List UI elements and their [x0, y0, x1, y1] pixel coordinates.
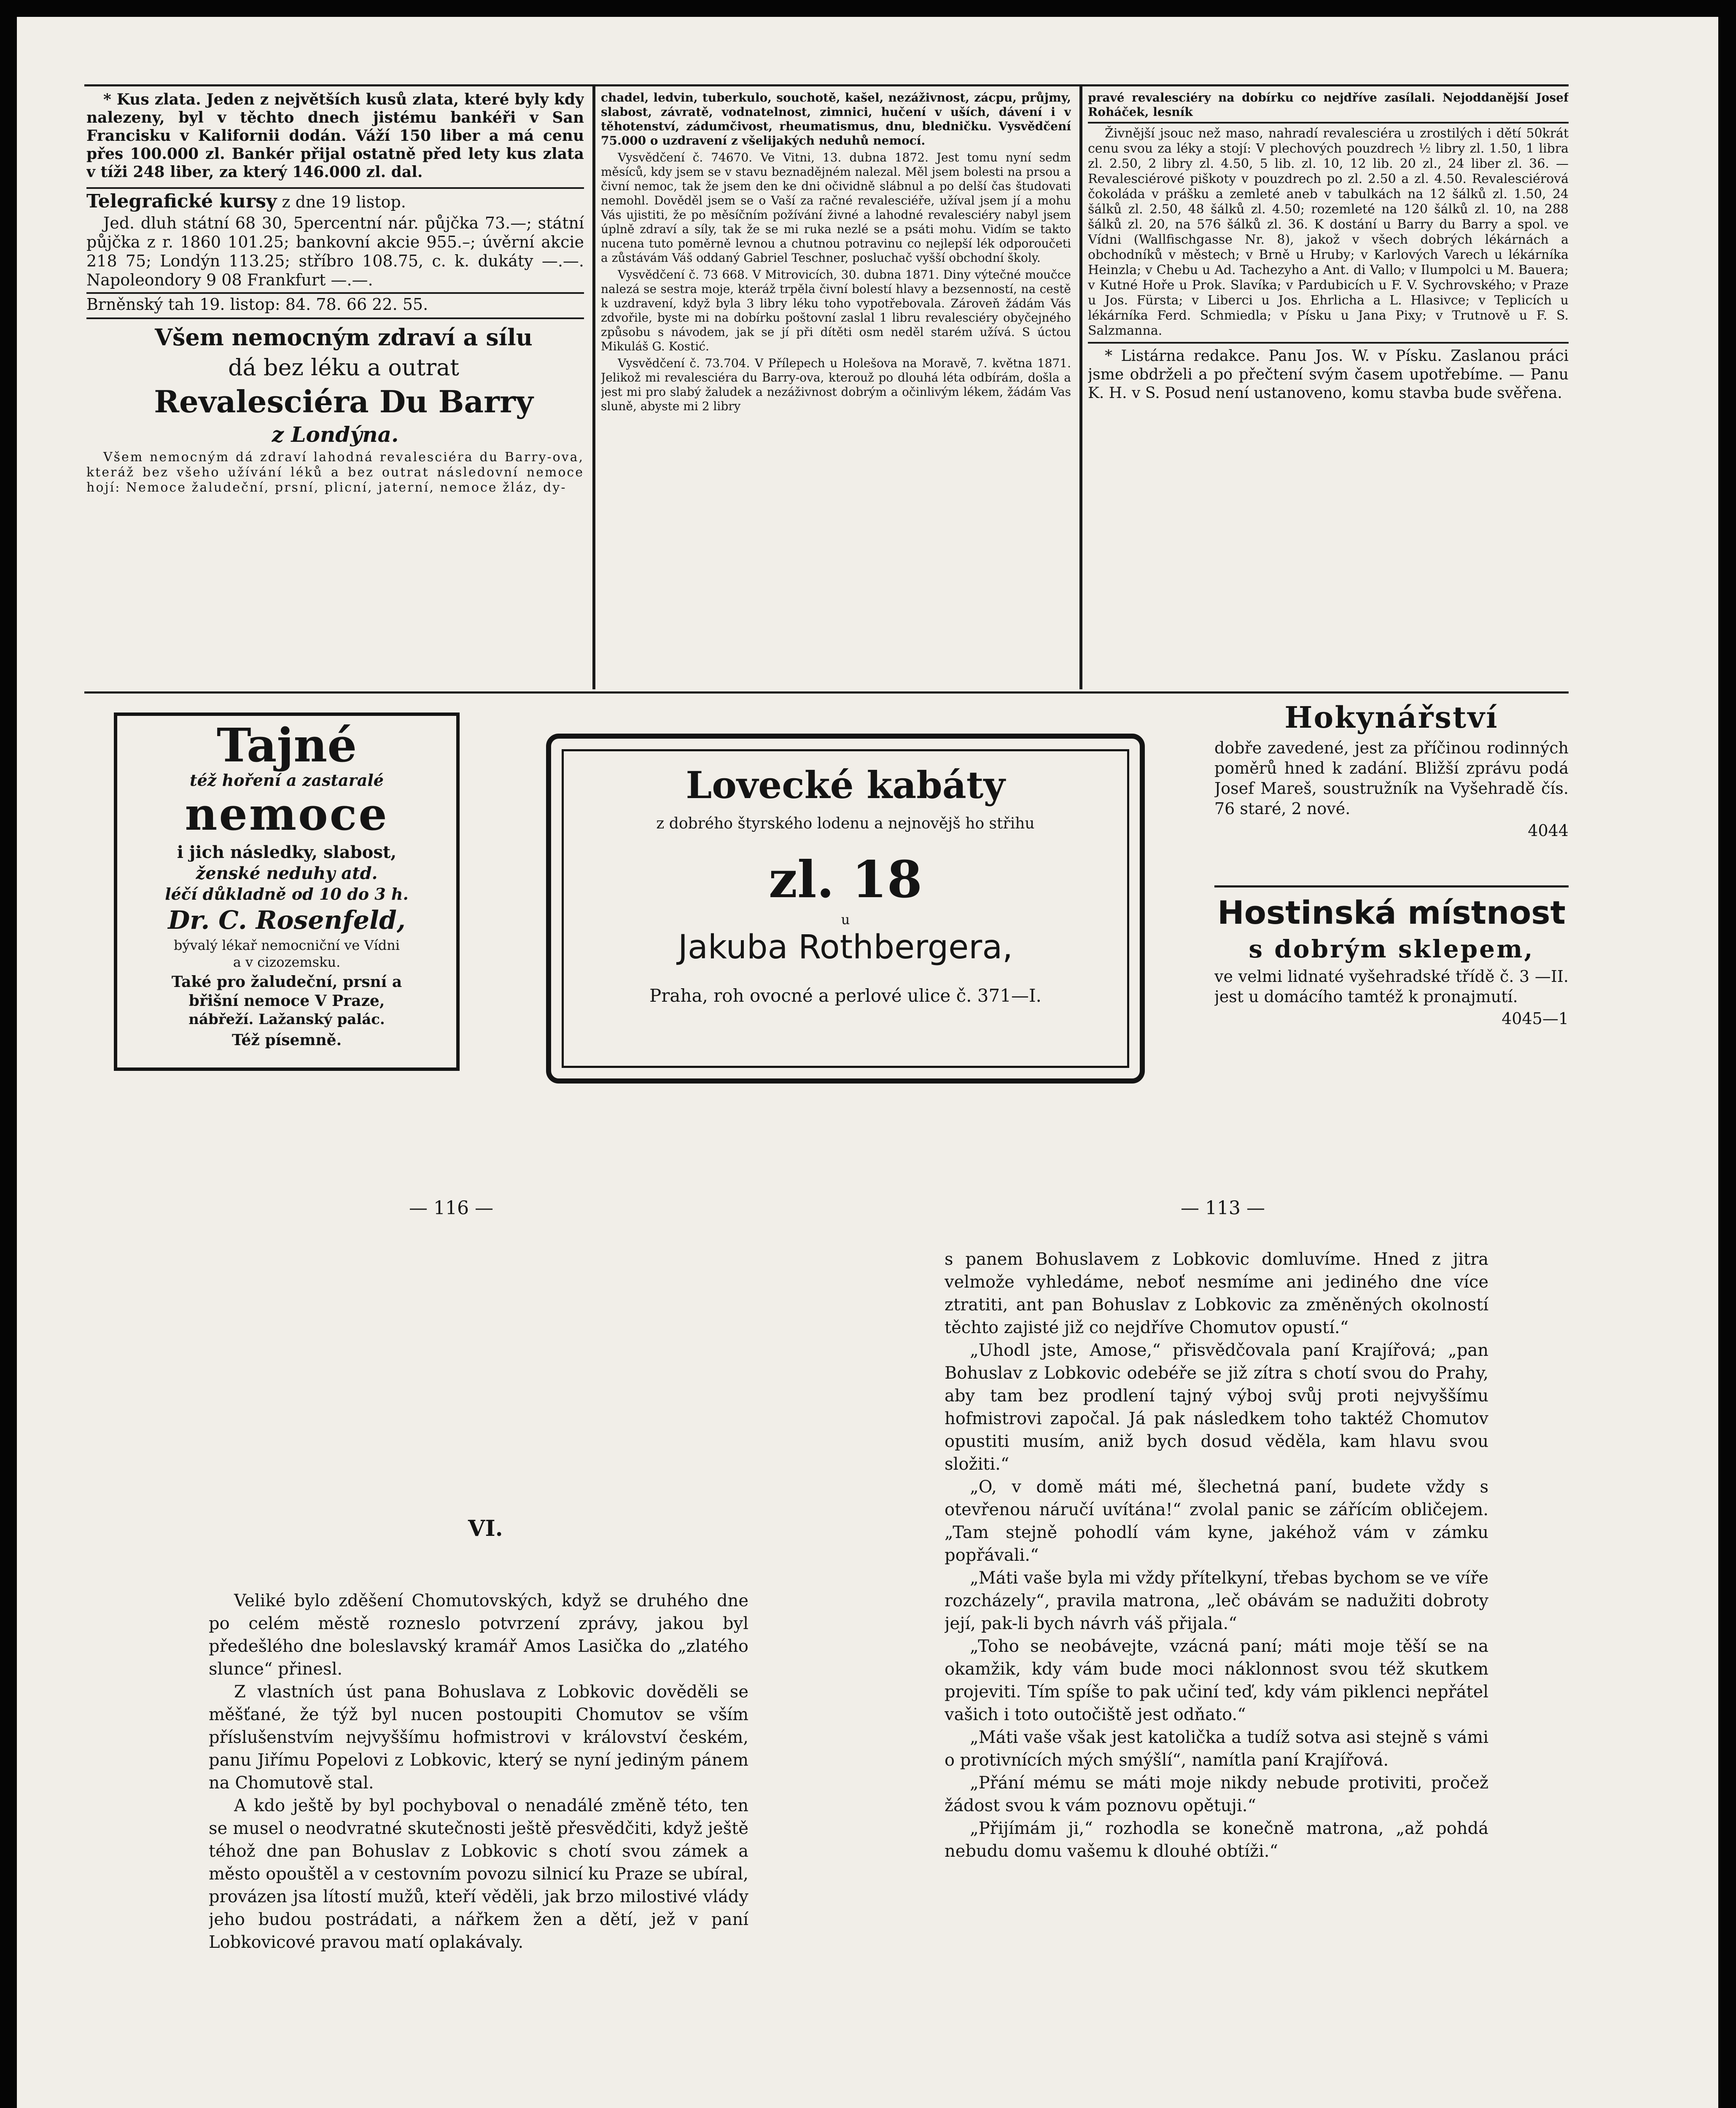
ad-tajne-line7: břišní nemoce V Praze,: [188, 992, 385, 1010]
right-paragraph-6: „Máti vaše však jest katolička a tudíž sotva asi stejně s vámi o protivnících mých smýšlí“, namítla paní Krajířová.: [945, 1728, 1488, 1770]
ad-hostinska-mistnost: [1214, 894, 1569, 1079]
news-column-right: [1088, 91, 1569, 689]
right-paragraph-7: „Přání mému se máti moje nikdy nebude protiviti, pročež žádost svou k vám poznovu opětuji.“: [945, 1773, 1488, 1815]
column-rule-2: [1079, 86, 1082, 689]
ad-tajne-line3: léčí důkladně od 10 do 3 h.: [165, 885, 409, 903]
testimonial-73668: Vysvědčení č. 73 668. V Mitrovicích, 30. dubna 1871. Diny výtečné moučce nalezá se sestra moje, kteráž trpěla čivní bolestí hlavy a bezsenností, na cestě k uzdravení, když byla 3 libry léku toho vypotřebovala. Zároveň žádám Vás zdvořile, byste mi na dobírku poštovní zaslal 1 libru revalesciéry obyčejného způsobu s návodem, jak se jí při dítěti osm neděl starém užívá. S úctou Mikuláš G. Kostić.: [601, 268, 1071, 353]
ad-hokynarstvi-code: 4044: [1528, 821, 1569, 840]
revalesciere-brand: Revalesciéra Du Barry: [154, 384, 533, 419]
left-paragraph-1: Veliké bylo zděšení Chomutovských, když se druhého dne po celém městě rozneslo potvrzení zprávy, jakou byl předešlého dne boleslavský kramář Amos Lasička do „zlatého slunce“ přinesl.: [209, 1591, 748, 1679]
brno-lottery: Brněnský tah 19. listop: 84. 78. 66 22. 55.: [86, 295, 428, 314]
listarna-redakce: * Listárna redakce. Panu Jos. W. v Písku. Zaslanou práci jsme obdrželi a po přečtení svým časem upotřebíme. — Panu K. H. v S. Posud není ustanoveno, komu stavba bude svěřena.: [1088, 347, 1569, 402]
ad-kabaty-title: Lovecké kabáty: [686, 763, 1005, 807]
revalesciere-headline-1: Všem nemocným zdraví a sílu: [155, 324, 533, 351]
kursy-text: Jed. dluh státní 68 30, 5percentní nár. půjčka 73.—; státní půjčka z r. 1860 101.25; bankovní akcie 955.–; úvěrní akcie 218 75; Londýn 113.25; stříbro 108.75, c. k. dukáty —.—. Napoleondory 9 08 Frankfurt —.—.: [86, 214, 584, 289]
right-paragraph-3: „O, v domě máti mé, šlechetná paní, budete vždy s otevřenou náručí uvítána!“ zvolal panic se zářícím obličejem. „Tam stejně pohodlí vám kyne, jakéhož vám v zámku popřávali.“: [945, 1477, 1488, 1565]
ad-tajne-line5: a v cizozemsku.: [233, 954, 341, 970]
ad-hokynarstvi-text: dobře zavedené, jest za příčinou rodinných poměrů hned k zadání. Bližší zprávu podá Josef Mareš, soustružník na Vyšehradě čís. 76 staré, 2 nové.: [1214, 739, 1569, 818]
ad-hostinska-sub: s dobrým sklepem,: [1249, 935, 1534, 963]
ad-tajne-line1: i jich následky, slabost,: [177, 842, 397, 862]
ad-hostinska-code: 4045—1: [1502, 1009, 1569, 1028]
ad-tajne-doctor: Dr. C. Rosenfeld,: [168, 906, 406, 935]
revalesciere-prices: Živnější jsouc než maso, nahradí revalesciéra u zrostilých i dětí 50krát cenu svou za léky a stojí: V plechových pouzdrech ½ libry zl. 1.50, 1 libra zl. 2.50, 2 libry zl. 4.50, 5 lib. zl. 10, 12 lib. 20 zl., 24 liber zl. 36. — Revalesciérové piškoty v pouzdrech po zl. 2.50 a zl. 4.50. Revalesciérová čokoláda v prášku a zemleté aneb v tabulkách na 12 šálků zl. 1.50, 24 šálků zl. 2.50, 48 šálků zl. 4.50; rozemleté na 120 šálků zl. 10, na 288 šálků zl. 20, na 576 šálků zl. 36. K dostání u Barry du Barry a spol. ve Vídni (Wallfischgasse Nr. 8), jakož v všech dobrých lékárnách a obchodníků v městech; v Brně u Hruby; v Karlových Varech u lékárníka Heinzla; v Chebu u Ad. Tachezyho a Ant. di Vallo; v Ilumpolci u M. Bauera; v Kutné Hoře u Prok. Slavíka; v Pardubicích u F. V. Sychrovského; v Praze u Jos. Fürsta; v Liberci u Jos. Ehrlicha a L. Hlasivce; v Teplicích u lékárníka Ferd. Schmiedla; v Písku u Jana Pixy; v Trutnově u F. S. Salzmanna.: [1088, 126, 1569, 338]
scan-edge-top: [0, 0, 1736, 17]
right-paragraph-1: s panem Bohuslavem z Lobkovic domluvíme. Hned z jitra velmože vyhledáme, neboť nesmíme ani jediného dne více ztratiti, ant pan Bohuslav z Lobkovic za změněných okolností těchto zajisté již co nejdříve Chomutov opustí.“: [945, 1250, 1488, 1337]
revalesciere-order: pravé revalesciéry na dobírku co nejdříve zasílali. Nejoddanější Josef Roháček, lesník: [1088, 91, 1569, 119]
ad-hostinska-text: ve velmi lidnaté vyšehradské třídě č. 3 —II. jest u domácího tamtéž k pronajmutí.: [1214, 967, 1569, 1006]
ad-lovecke-kabaty: [546, 734, 1145, 1084]
scan-edge-left: [0, 0, 17, 2108]
book-page-left: [209, 1589, 748, 2108]
ad-tajne-title2: nemoce: [185, 788, 389, 840]
ad-kabaty-inner-frame: [562, 749, 1129, 1068]
top-section-bottom-rule: [84, 691, 1569, 694]
right-paragraph-5: „Toho se neobávejte, vzácná paní; máti moje těší se na okamžik, kdy vám bude moci náklonnost svou též skutkem projeviti. Tím spíše to pak učiní teď, kdy vám piklenci nepřátel vašich i toto outočiště jest odňato.“: [945, 1637, 1488, 1724]
ad-kabaty-u: u: [841, 911, 850, 928]
ad-kabaty-addr: Praha, roh ovocné a perlové ulice č. 371—I.: [649, 985, 1042, 1006]
revalesciere-city: z Londýna.: [272, 422, 399, 447]
chapter-heading: VI.: [468, 1516, 503, 1541]
ad-kabaty-sub: z dobrého štyrského lodenu a nejnovějš ho střihu: [656, 815, 1035, 832]
right-paragraph-2: „Uhodl jste, Amose,“ přisvědčovala paní Krajířová; „pan Bohuslav z Lobkovic odebéře se již zítra s chotí svou do Prahy, aby tam bez prodlení tajný výboj svůj proti nejvyššímu hofmistrovi započal. Já pak následkem toho taktéž Chomutov opustiti musím, aniž bych dosud věděla, kam hlavu svou složiti.“: [945, 1341, 1488, 1474]
page-number-right: — 113 —: [1181, 1197, 1265, 1219]
ad-tajne-line4: bývalý lékař nemocniční ve Vídni: [173, 937, 400, 953]
right-paragraph-4: „Máti vaše byla mi vždy přítelkyní, třebas bychom se ve víře rozcházely“, pravila matrona, „leč obávám se nadužiti dobroty její, pak-li bych návrh váš přijala.“: [945, 1568, 1488, 1633]
column-rule-1: [592, 86, 595, 689]
news-kus-zlata: * Kus zlata. Jeden z největších kusů zlata, které byly kdy nalezeny, byl v těchto dnech jistému bankéři v San Francisku v Kalifornii dodán. Váží 150 liber a má cenu přes 100.000 zl. Bankér přijal ostatně před lety kus zlata v tíži 248 liber, za který 146.000 zl. dal.: [86, 91, 584, 181]
revalesciere-text: Všem nemocným dá zdraví lahodná revalesciéra du Barry-ova, kteráž bez všeho užívání léků a bez outrat následovní nemoce hojí: Nemoce žaludeční, prsní, plicní, jaterní, nemoce žláz, dy-: [86, 450, 584, 495]
ad-hokynarstvi: [1214, 700, 1569, 881]
testimonial-74670: Vysvědčení č. 74670. Ve Vitni, 13. dubna 1872. Jest tomu nyní sedm měsíců, kdy jsem se v stavu beznadějném nalezal. Měl jsem bolesti na prsou a čivní nemoc, tak že jsem den ke dni očividně slábnul a po delší čas študovati nemohl. Dověděl jsem se o Vaší za račné revalesciéře, užíval jsem jí a mohu Vás ujistiti, že po měsíčním požívání živné a lahodné revalesciéry nabyl jsem úplně zdraví a síly, tak že se mi ruka nezlé se a psáti mohu. Vidím se takto nucena tuto poměrně levnou a chutnou potravinu co nejlepší lék odporoučeti a zůstávám Váš oddaný Gabriel Teschner, posluchač vyšší obchodní školy.: [601, 151, 1071, 265]
right-paragraph-8: „Přijímám ji,“ rozhodla se konečně matrona, „až pohdá nebudu domu vašemu k dlouhé obtíži.“: [945, 1819, 1488, 1861]
news-column-middle: [601, 91, 1071, 689]
ad-hokynarstvi-title: Hokynářství: [1284, 700, 1499, 735]
left-paragraph-3: A kdo ještě by byl pochyboval o nenadálé změně této, ten se musel o neodvratné skutečnosti ještě přesvědčiti, když ještě téhož dne pan Bohuslav z Lobkovic s chotí svou zámek a město opouštěl a v cestovním povozu silnicí ku Praze se ubíral, provázen jsa lítostí mužů, kteří věděli, jak brzo milostivé vlády jeho budou postrádati, a nářkem žen a dětí, jež v paní Lobkovicové pravou matí oplakávaly.: [209, 1796, 748, 1952]
scan-edge-right: [1718, 0, 1736, 2108]
kursy-heading: Telegrafické kursy: [86, 191, 277, 212]
left-paragraph-2: Z vlastních úst pana Bohuslava z Lobkovic dověděli se měšťané, že týž byl nucen postoupiti Chomutov se vším příslušenstvím nejvyššímu hofmistrovi v království českém, panu Jiřímu Popelovi z Lobkovic, který se nyní jediným pánem na Chomutově stal.: [209, 1682, 748, 1793]
kursy-date: z dne 19 listop.: [282, 193, 406, 211]
revalesciere-headline-2: dá bez léku a outrat: [228, 354, 459, 381]
top-rule: [84, 84, 1569, 86]
ad-tajne-line2: ženské neduhy atd.: [196, 863, 378, 883]
ad-separator: [1214, 885, 1569, 887]
ad-tajne-line9: Též písemně.: [231, 1031, 342, 1049]
page-number-left: — 116 —: [409, 1197, 493, 1219]
ad-tajne-nemoce: [114, 713, 460, 1071]
book-page-right: [945, 1248, 1488, 2108]
ad-kabaty-price: zl. 18: [768, 850, 923, 909]
ad-tajne-line6: Také pro žaludeční, prsní a: [171, 973, 402, 991]
ad-tajne-line8: nábřeží. Lažanský palác.: [188, 1011, 385, 1028]
ad-tajne-title: Tajné: [216, 718, 357, 772]
ad-kabaty-firm: Jakuba Rothbergera,: [678, 928, 1013, 966]
ad-hostinska-title: Hostinská místnost: [1217, 894, 1566, 931]
testimonial-73704: Vysvědčení č. 73.704. V Přílepech u Holešova na Moravě, 7. května 1871. Jelikož mi revalesciéra du Barry-ova, kterouž po dlouhá léta odbírám, došla a jest mi pro slabý žaludek a nezáživnost dobrým a očinlivým lékem, žádám Vas sluně, abyste mi 2 libry: [601, 356, 1071, 413]
ad-tajne-sub1: též hoření a zastaralé: [190, 771, 384, 790]
news-column-left: [86, 91, 584, 689]
revalesciere-cures: chadel, ledvin, tuberkulo, souchotě, kašel, nezáživnost, zácpu, průjmy, slabost, závratě, vodnatelnost, zimnici, hučení v uších, dávení i v těhotenství, zádumčivost, rheumatismus, dnu, bledničku. Vysvědčení 75.000 o uzdravení z všelijakých neduhů nemocí.: [601, 91, 1071, 148]
